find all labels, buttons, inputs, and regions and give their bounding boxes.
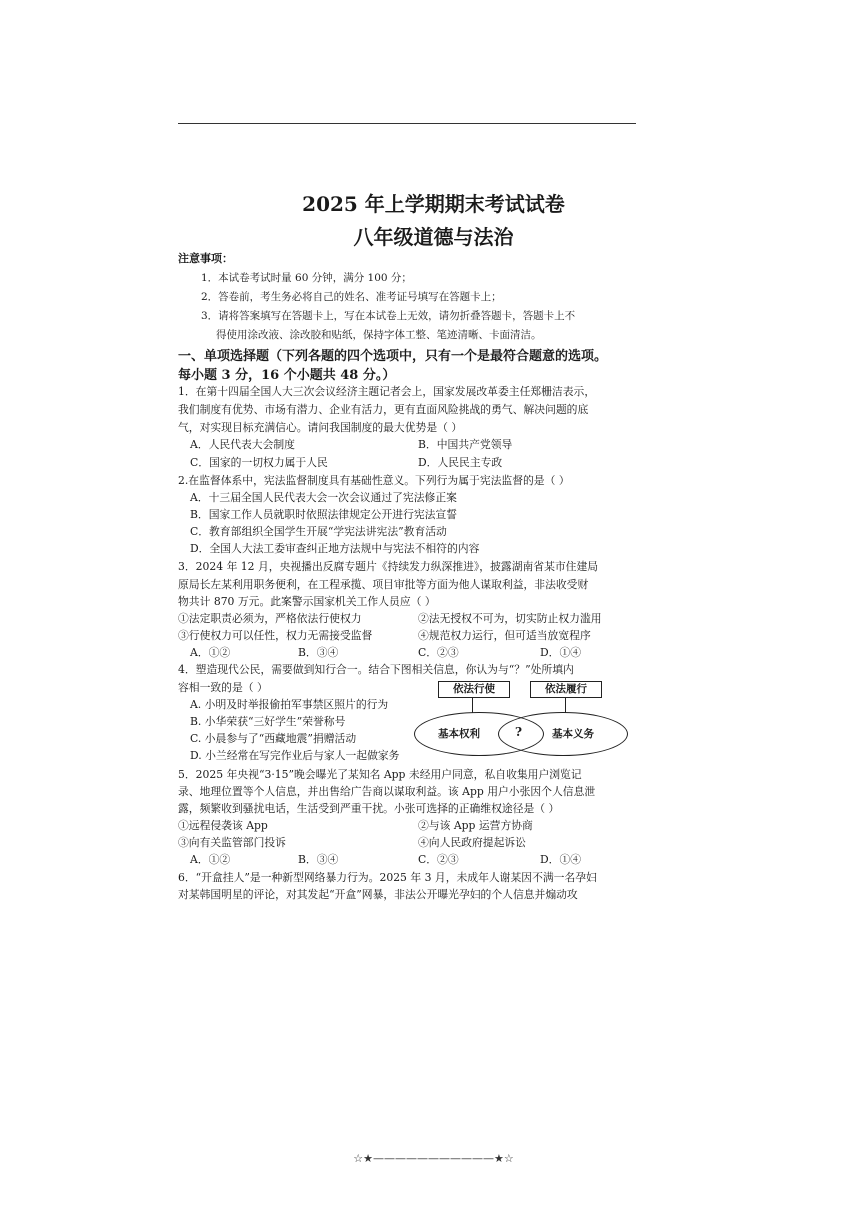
question-1-line: 1．在第十四届全国人大三次会议经济主题记者会上，国家发展改革委主任郑栅洁表示，: [178, 385, 596, 398]
q3-option-b: B．③④: [298, 646, 339, 659]
notice-item: 1．本试卷考试时量 60 分钟，满分 100 分；: [201, 272, 412, 284]
q4-option-b: B. 小华荣获“三好学生”荣誉称号: [190, 715, 346, 728]
question-1-line: 我们制度有优势、市场有潜力、企业有活力，更有直面风险挑战的勇气、解决问题的底: [178, 403, 589, 416]
q5-item-4: ④向人民政府提起诉讼: [418, 836, 526, 849]
question-5-line: 露，频繁收到骚扰电话，生活受到严重干扰。小张可选择的正确维权途径是（ ）: [178, 802, 560, 815]
diagram-arrow-right: [565, 697, 566, 713]
question-5-line: 5．2025 年央视“3·15”晚会曝光了某知名 App 未经用户同意，私自收集用户浏览记: [178, 768, 582, 781]
q3-item-2: ②法无授权不可为，切实防止权力滥用: [418, 612, 602, 625]
q2-option-b: B．国家工作人员就职时依照法律规定公开进行宪法宣誓: [190, 508, 458, 521]
q5-option-a: A．①②: [190, 853, 231, 866]
diagram-box-exercise: 依法行使: [438, 681, 510, 698]
q3-option-a: A．①②: [190, 646, 231, 659]
diagram-label-rights: 基本权利: [438, 728, 480, 740]
question-3-line: 物共计 870 万元。此案警示国家机关工作人员应（ ）: [178, 595, 436, 608]
diagram-arrow-left: [472, 697, 473, 713]
question-4-line: 4．塑造现代公民，需要做到知行合一。结合下图相关信息，你认为与“？”处所填内: [178, 663, 574, 676]
q3-item-4: ④规范权力运行，但可适当放宽程序: [418, 629, 591, 642]
q2-option-d: D．全国人大法工委审查纠正地方法规中与宪法不相符的内容: [190, 542, 480, 555]
q2-option-a: A．十三届全国人民代表大会一次会议通过了宪法修正案: [190, 491, 457, 504]
q4-option-c: C. 小晨参与了“西藏地震”捐赠活动: [190, 732, 357, 745]
notice-item: 2．答卷前，考生务必将自己的姓名、准考证号填写在答题卡上；: [201, 291, 502, 303]
q5-option-c: C．②③: [418, 853, 459, 866]
question-5-line: 录、地理位置等个人信息，并出售给广告商以谋取利益。该 App 用户小张因个人信息泄: [178, 785, 596, 798]
question-4-line: 容相一致的是（ ）: [178, 681, 268, 694]
q5-option-b: B．③④: [298, 853, 339, 866]
top-rule: [178, 123, 636, 124]
exam-subject: 八年级道德与法治: [353, 225, 514, 249]
q5-item-2: ②与该 App 运营方协商: [418, 819, 533, 832]
diagram-box-fulfill: 依法履行: [530, 681, 602, 698]
q1-option-c: C．国家的一切权力属于人民: [190, 456, 328, 469]
q3-option-d: D．①④: [540, 646, 582, 659]
notice-item: 3．请将答案填写在答题卡上，写在本试卷上无效，请勿折叠答题卡，答题卡上不: [201, 310, 576, 322]
section-heading-cont: 每小题 3 分，16 个小题共 48 分。）: [178, 368, 396, 383]
diagram-label-duties: 基本义务: [552, 728, 594, 740]
q5-item-3: ③向有关监管部门投诉: [178, 836, 286, 849]
q1-option-b: B．中国共产党领导: [418, 438, 513, 451]
question-2-stem: 2.在监督体系中，宪法监督制度具有基础性意义。下列行为属于宪法监督的是（ ）: [178, 474, 570, 487]
question-6-line: 6．“开盒挂人”是一种新型网络暴力行为。2025 年 3 月，未成年人谢某因不满一名孕妇: [178, 871, 597, 884]
diagram-question-mark: ?: [515, 725, 523, 739]
question-1-line: 气，对实现目标充满信心。请问我国制度的最大优势是（ ）: [178, 421, 463, 434]
q3-item-3: ③行使权力可以任性，权力无需接受监督: [178, 629, 373, 642]
q3-option-c: C．②③: [418, 646, 459, 659]
q1-option-a: A．人民代表大会制度: [190, 438, 295, 451]
exam-title: 2025 年上学期期末考试试卷: [302, 192, 565, 216]
q1-option-d: D．人民民主专政: [418, 456, 503, 469]
question-3-line: 3．2024 年 12 月，央视播出反腐专题片《持续发力纵深推进》，披露湖南省某市住建局: [178, 560, 599, 573]
page-footer: ☆★———————————★☆: [353, 1152, 514, 1165]
section-heading: 一、单项选择题（下列各题的四个选项中，只有一个是最符合题意的选项。: [178, 349, 608, 364]
notice-item: 得使用涂改液、涂改胶和贴纸，保持字体工整、笔迹清晰、卡面清洁。: [216, 329, 542, 341]
q5-option-d: D．①④: [540, 853, 582, 866]
question-3-line: 原局长左某利用职务便利，在工程承揽、项目审批等方面为他人谋取利益，非法收受财: [178, 578, 589, 591]
q4-option-d: D. 小兰经常在写完作业后与家人一起做家务: [190, 749, 400, 762]
q4-option-a: A. 小明及时举报偷拍军事禁区照片的行为: [190, 698, 389, 711]
q5-item-1: ①远程侵袭该 App: [178, 819, 268, 832]
question-6-line: 对某韩国明星的评论，对其发起“开盒”网暴，非法公开曝光孕妇的个人信息并煽动攻: [178, 888, 578, 901]
q2-option-c: C．教育部组织全国学生开展“学宪法讲宪法”教育活动: [190, 525, 447, 538]
q3-item-1: ①法定职责必须为，严格依法行使权力: [178, 612, 362, 625]
notice-heading: 注意事项：: [178, 252, 233, 265]
